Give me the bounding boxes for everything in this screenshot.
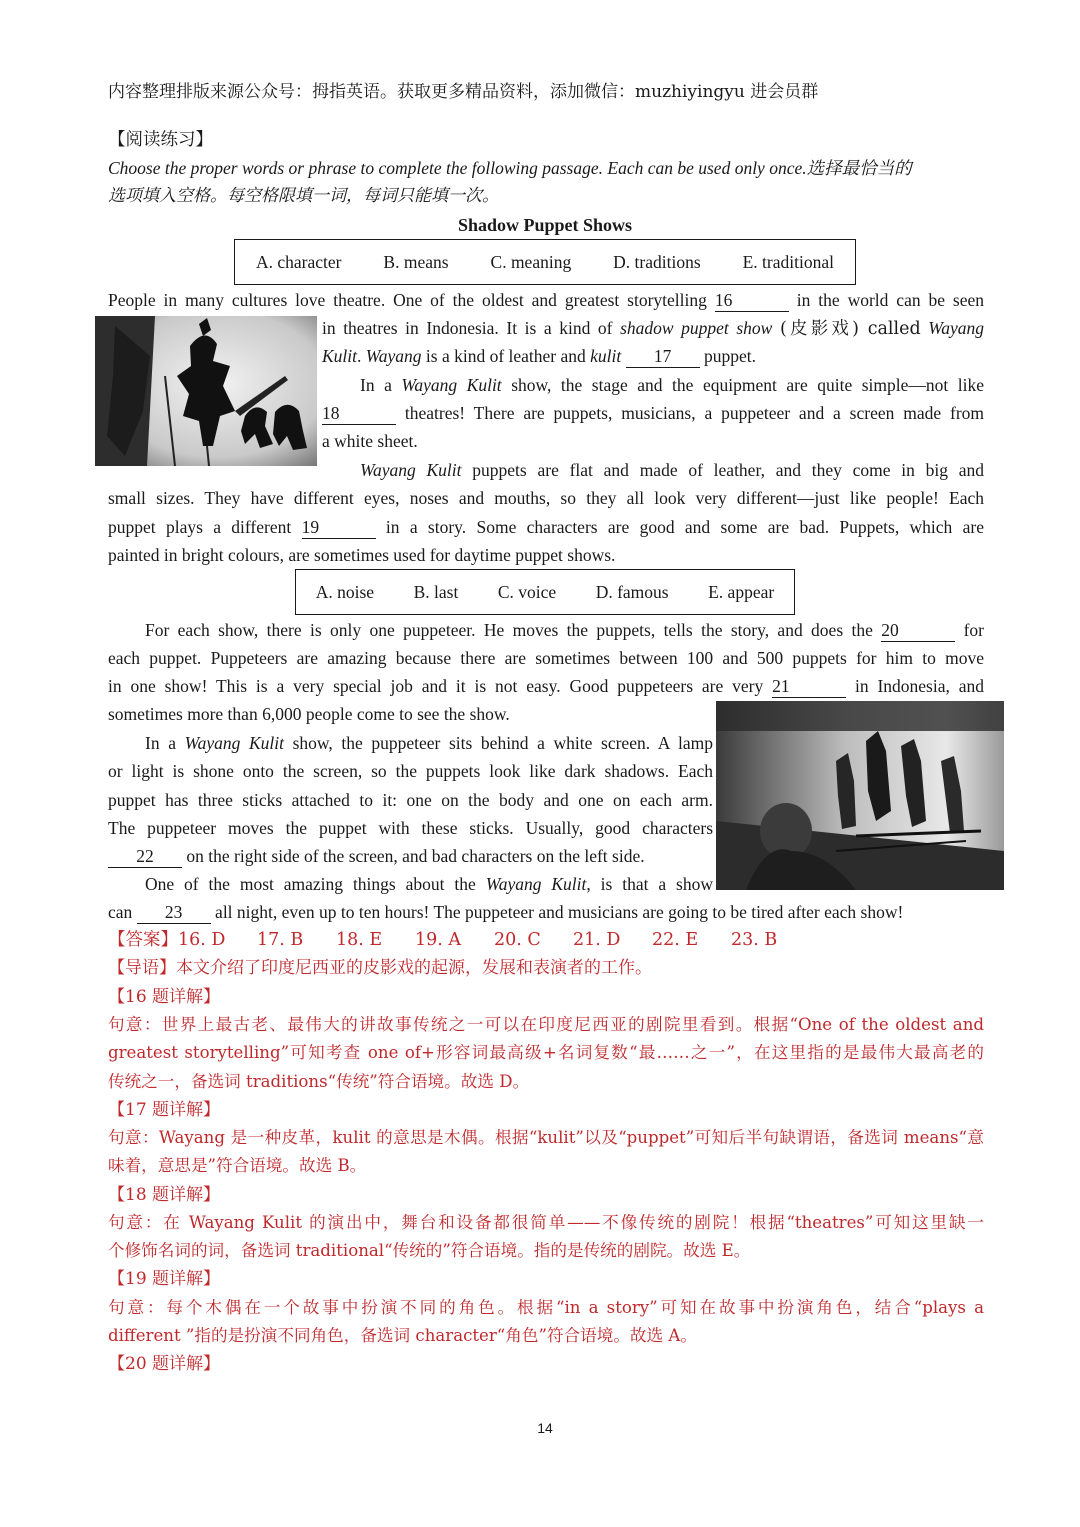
explanation-text: 句意：每个木偶在一个故事中扮演不同的角色。根据“in a story”可知在故事中扮演角色，结合“plays a [108,1298,984,1317]
passage-line: small sizes. They have different eyes, noses and mouths, so they all look very different—just like people! Each [108,488,984,508]
passage-line: sometimes more than 6,000 people come to see the show. [108,704,510,724]
explanation-text: 传统之一，备选词 traditions“传统”符合语境。故选 D。 [108,1072,530,1091]
blank-23[interactable]: 23 [137,901,211,924]
passage-line: Wayang Kulit puppets are flat and made of leather, and they come in big and [360,460,985,480]
explanation-heading-17: 【17 题详解】 [108,1100,221,1120]
blank-20[interactable]: 20 [881,619,955,642]
puppeteer-illustration [716,701,1004,890]
explanation-text: 句意：Wayang 是一种皮革，kulit 的意思是木偶。根据“kulit”以及“puppet”可知后半句缺谓语，备选词 means“意 [108,1128,984,1147]
blank-19[interactable]: 19 [302,516,376,539]
passage-line: in theatres in Indonesia. It is a kind of shadow puppet show (皮影戏) called Wayang [322,318,985,339]
passage-line: The puppeteer moves the puppet with these sticks. Usually, good characters [108,818,713,838]
explanation-heading-19: 【19 题详解】 [108,1269,221,1289]
intro-text: 【导语】本文介绍了印度尼西亚的皮影戏的起源，发展和表演者的工作。 [108,958,652,978]
passage-line: Kulit. Wayang is a kind of leather and kulit 17 puppet. [322,346,757,366]
passage-line: in one show! This is a very special job and it is not easy. Good puppeteers are very 21 in Indonesia, and [108,676,984,696]
passage-line: or light is shone onto the screen, so the puppets look like dark shadows. Each [108,761,713,781]
answer-item: 16. D [178,930,226,950]
shadow-puppet-photo [95,316,317,466]
puppeteer-photo [716,701,1004,890]
passage-title: Shadow Puppet Shows [457,215,633,235]
explanation-text: 句意：在 Wayang Kulit 的演出中，舞台和设备都很简单——不像传统的剧院！根据“theatres”可知这里缺一 [108,1213,984,1232]
answer-item: 20. C [494,930,541,950]
blank-22[interactable]: 22 [108,845,182,868]
blank-17[interactable]: 17 [626,345,700,368]
word-bank-1-option-d: D. traditions [613,251,701,272]
answer-item: 22. E [652,930,699,950]
blank-18[interactable]: 18 [322,402,396,425]
word-bank-2-option-b: B. last [413,581,459,602]
answer-item: 18. E [336,930,383,950]
blank-16[interactable]: 16 [715,289,789,312]
passage-line: 18 theatres! There are puppets, musicians, a puppeteer and a screen made from [322,403,985,423]
explanation-text: different ”指的是扮演不同角色，备选词 character“角色”符合语境。故选 A。 [108,1326,697,1345]
passage-line: One of the most amazing things about the Wayang Kulit, is that a show [145,874,713,894]
word-bank-1-option-a: A. character [255,251,342,272]
answer-label: 【答案】 [108,930,178,950]
passage-line: a white sheet. [322,431,418,451]
word-bank-1-option-b: B. means [383,251,449,272]
word-bank-2-option-c: C. voice [497,581,557,602]
word-bank-2-option-a: A. noise [315,581,375,602]
answer-item: 19. A [415,930,462,950]
passage-line: each puppet. Puppeteers are amazing because there are sometimes between 100 and 500 puppets for him to move [108,648,984,668]
passage-line: puppet has three sticks attached to it: one on the body and one on each arm. [108,790,713,810]
answer-item: 17. B [257,930,304,950]
passage-line: For each show, there is only one puppeteer. He moves the puppets, tells the story, and does the 20 for [145,620,984,640]
instructions-line-2: 选项填入空格。每空格限填一词，每词只能填一次。 [108,186,499,206]
passage-line: In a Wayang Kulit show, the stage and the equipment are quite simple—not like [360,375,985,395]
answer-item: 23. B [731,930,778,950]
passage-line: can 23 all night, even up to ten hours! The puppeteer and musicians are going to be tired after each show! [108,902,904,922]
explanation-heading-20: 【20 题详解】 [108,1354,221,1374]
shadow-puppet-illustration [95,316,317,466]
passage-line: In a Wayang Kulit show, the puppeteer sits behind a white screen. A lamp [145,733,714,753]
explanation-text: 个修饰名词的词，备选词 traditional“传统的”符合语境。指的是传统的剧院。故选 E。 [108,1241,751,1260]
explanation-text: 味着，意思是”符合语境。故选 B。 [108,1156,367,1175]
passage-line: 22 on the right side of the screen, and bad characters on the left side. [108,842,645,870]
passage-line: People in many cultures love theatre. One of the oldest and greatest storytelling 16 in the world can be seen [108,290,985,310]
instructions-line-1: Choose the proper words or phrase to complete the following passage. Each can be used only once.选择最恰当的 [108,158,912,178]
explanation-text: 句意：世界上最古老、最伟大的讲故事传统之一可以在印度尼西亚的剧院里看到。根据“One of the oldest and [108,1015,984,1034]
word-bank-1 [234,239,856,285]
page-number: 14 [537,1420,553,1436]
word-bank-1-option-c: C. meaning [490,251,572,272]
word-bank-2-option-d: D. famous [595,581,669,602]
blank-21[interactable]: 21 [772,675,846,698]
answer-item: 21. D [573,930,621,950]
word-bank-1-option-e: E. traditional [742,251,834,272]
header-note: 内容整理排版来源公众号：拇指英语。获取更多精品资料，添加微信：muzhiyingyu 进会员群 [108,82,819,102]
word-bank-2 [295,569,795,615]
passage-line: puppet plays a different 19 in a story. Some characters are good and some are bad. Puppets, which are [108,517,984,537]
word-bank-2-option-e: E. appear [708,581,775,602]
explanation-text: greatest storytelling”可知考查 one of+形容词最高级+名词复数“最……之一”，在这里指的是最伟大最高老的 [108,1043,984,1062]
explanation-heading-18: 【18 题详解】 [108,1185,221,1205]
section-title: 【阅读练习】 [108,130,213,150]
answer-key [108,926,810,954]
passage-line: painted in bright colours, are sometimes used for daytime puppet shows. [108,545,616,565]
explanation-heading-16: 【16 题详解】 [108,987,221,1007]
